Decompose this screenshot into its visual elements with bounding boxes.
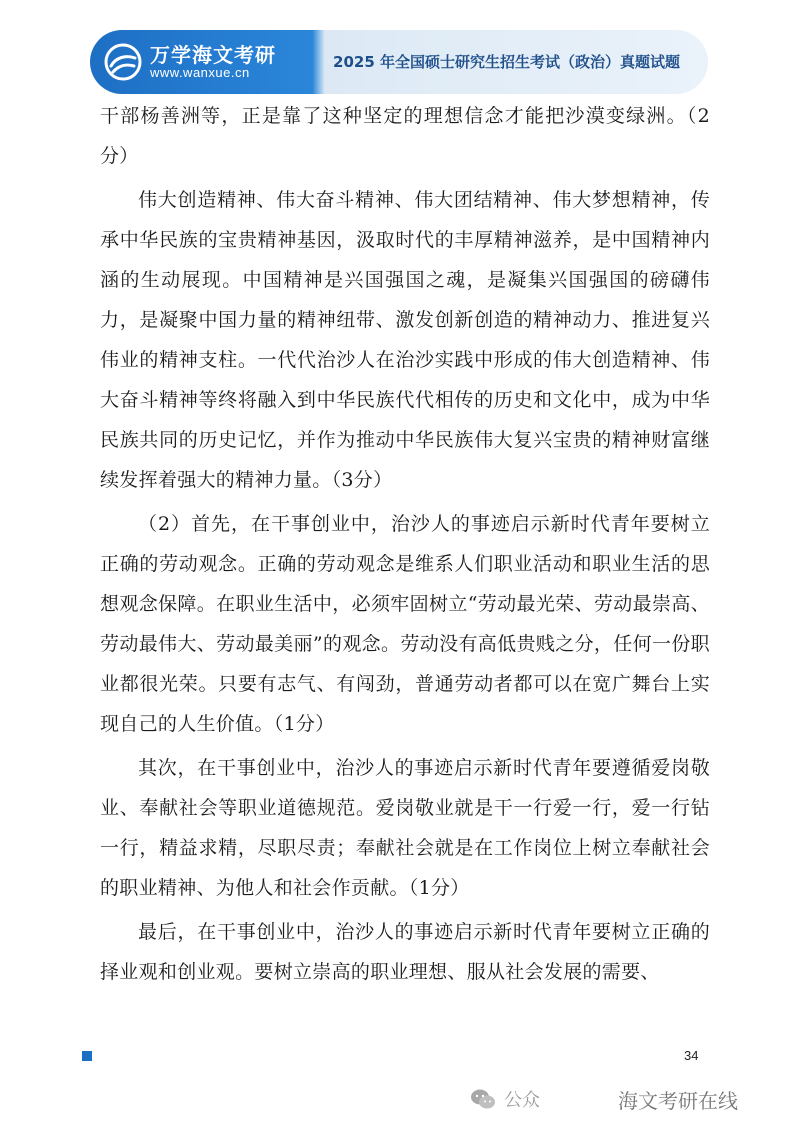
brand-logo: [104, 36, 314, 88]
exam-title: 2025 年全国硕士研究生招生考试（政治）真题试题: [333, 53, 680, 71]
paragraph: （2）首先，在干事创业中，治沙人的事迹启示新时代青年要树立正确的劳动观念。正确的劳动观念是维系人们职业活动和职业生活的思想观念保障。在职业生活中，必须牢固树立“劳动最光荣、劳动最崇高、劳动最伟大、劳动最美丽”的观念。劳动没有高低贵贱之分，任何一份职业都很光荣。只要有志气、有闯劲，普通劳动者都可以在宽广舞台上实现自己的人生价值。（1分）: [100, 513, 710, 735]
wechat-icon: [470, 1088, 496, 1110]
brand-name: 万学海文考研: [150, 42, 276, 67]
page-header: [90, 30, 708, 94]
answer-text-body: [100, 96, 710, 992]
footer-blue-marker: [82, 1051, 92, 1061]
paragraph: 其次，在干事创业中，治沙人的事迹启示新时代青年要遵循爱岗敬业、奉献社会等职业道德规范。爱岗敬业就是干一行爱一行，爱一行钻一行，精益求精，尽职尽责；奉献社会就是在工作岗位上树立奉献社会的职业精神、为他人和社会作贡献。（1分）: [100, 757, 710, 899]
paragraph: 伟大创造精神、伟大奋斗精神、伟大团结精神、伟大梦想精神，传承中华民族的宝贵精神基因，汲取时代的丰厚精神滋养，是中国精神内涵的生动展现。中国精神是兴国强国之魂，是凝集兴国强国的磅礴伟力，是凝聚中国力量的精神纽带、激发创新创造的精神动力、推进复兴伟业的精神支柱。一代代治沙人在治沙实践中形成的伟大创造精神、伟大奋斗精神等终将融入到中华民族代代相传的历史和文化中，成为中华民族共同的历史记忆，并作为推动中华民族伟大复兴宝贵的精神财富继续发挥着强大的精神力量。（3分）: [100, 189, 710, 491]
paragraph: 干部杨善洲等，正是靠了这种坚定的理想信念才能把沙漠变绿洲。（2分）: [100, 105, 710, 167]
watermark-left-text: 公众: [504, 1090, 540, 1111]
brand-url: www.wanxue.cn: [150, 64, 250, 80]
paragraph: 最后，在干事创业中，治沙人的事迹启示新时代青年要树立正确的择业观和创业观。要树立崇高的职业理想、服从社会发展的需要、: [100, 921, 710, 983]
page-number: 34: [684, 1048, 699, 1063]
wechat-watermark: [470, 1083, 738, 1115]
wanxue-logo-icon: [104, 43, 142, 81]
watermark-account-name: 海文考研在线: [618, 1088, 738, 1113]
